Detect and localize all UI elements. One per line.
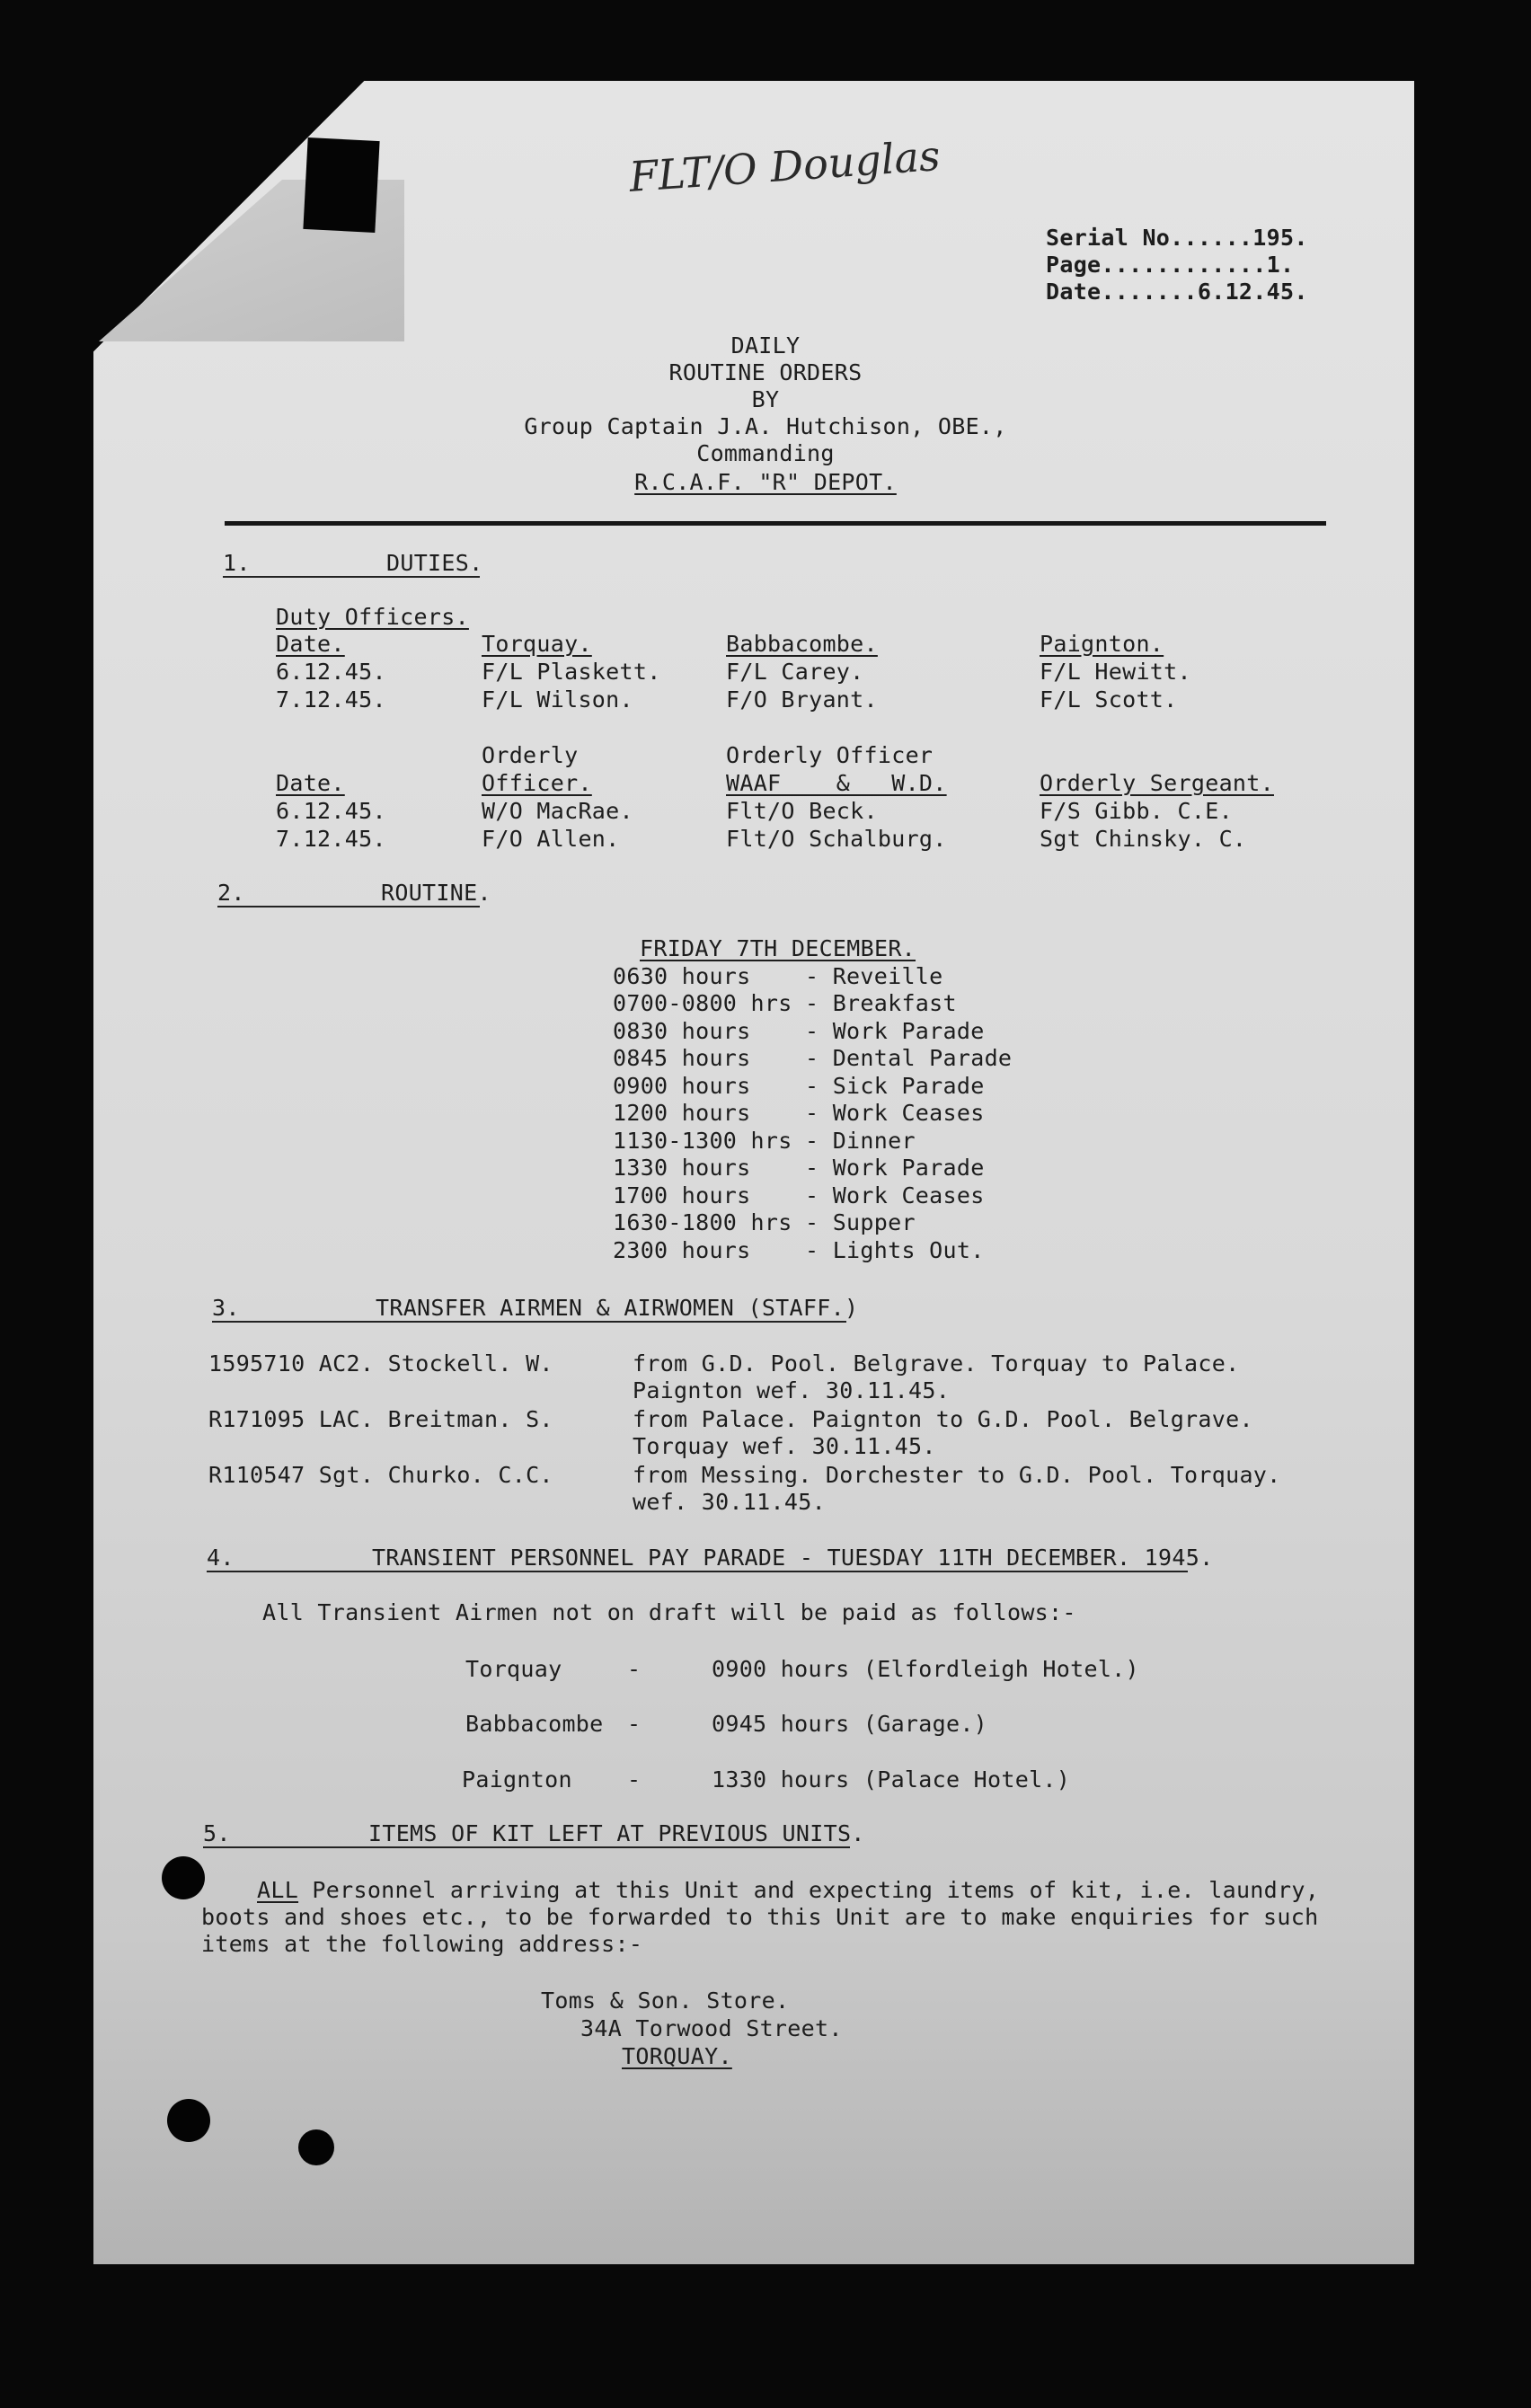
- routine-time: 1130-1300 hrs: [613, 1128, 792, 1154]
- duty-row-cell: F/L Hewitt.: [1040, 659, 1191, 685]
- orderly-col-top: Orderly Officer: [726, 742, 934, 768]
- handwritten-note: FLT/O Douglas: [627, 130, 942, 202]
- section-1-title: DUTIES.: [386, 550, 483, 576]
- section-3-number: 3.: [212, 1295, 240, 1321]
- routine-time: 0630 hours: [613, 963, 751, 989]
- routine-day: FRIDAY 7TH DECEMBER.: [640, 935, 916, 961]
- serial-number: Serial No......195.: [1046, 225, 1308, 251]
- orderly-row-cell: F/O Allen.: [482, 826, 620, 852]
- header-daily: DAILY: [730, 332, 801, 359]
- kit-paragraph-line2: boots and shoes etc., to be forwarded to this Unit are to make enquiries for such: [201, 1904, 1319, 1930]
- orderly-col-sergeant: Orderly Sergeant.: [1040, 770, 1274, 796]
- routine-time: 2300 hours: [613, 1237, 751, 1263]
- section-4-number: 4.: [207, 1545, 235, 1571]
- punch-hole: [162, 1856, 205, 1899]
- orderly-row-date: 7.12.45.: [276, 826, 386, 852]
- pay-time: 1330 hours (Palace Hotel.): [712, 1766, 1071, 1793]
- duty-col-babbacombe: Babbacombe.: [726, 631, 878, 657]
- orderly-row-cell: Sgt Chinsky. C.: [1040, 826, 1247, 852]
- address-line-3: TORQUAY.: [622, 2043, 732, 2069]
- orderly-row-cell: F/S Gibb. C.E.: [1040, 798, 1233, 824]
- pay-location: Babbacombe: [465, 1711, 604, 1737]
- orderly-row-date: 6.12.45.: [276, 798, 386, 824]
- transfer-person: 1595710 AC2. Stockell. W.: [208, 1350, 553, 1377]
- orderly-col-officer: Officer.: [482, 770, 592, 796]
- duty-col-date: Date.: [276, 631, 345, 657]
- pay-time: 0945 hours (Garage.): [712, 1711, 988, 1737]
- routine-time: 1200 hours: [613, 1100, 751, 1126]
- pay-dash: -: [627, 1711, 642, 1737]
- routine-activity: - Dinner: [805, 1128, 916, 1154]
- kit-paragraph-line1: [257, 1877, 1319, 1904]
- pay-location: Torquay: [465, 1656, 562, 1682]
- routine-activity: - Work Ceases: [805, 1100, 985, 1126]
- routine-time: 0900 hours: [613, 1073, 751, 1099]
- routine-time: 0830 hours: [613, 1018, 751, 1044]
- transfer-detail: wef. 30.11.45.: [633, 1489, 826, 1515]
- order-date: Date.......6.12.45.: [1046, 279, 1308, 305]
- transfer-detail: Torquay wef. 30.11.45.: [633, 1433, 936, 1459]
- kit-paragraph-all: ALL: [257, 1877, 299, 1903]
- pay-parade-intro: All Transient Airmen not on draft will be paid as follows:-: [262, 1599, 1076, 1625]
- routine-activity: - Reveille: [805, 963, 943, 989]
- pay-dash: -: [627, 1766, 642, 1793]
- header-commander: Group Captain J.A. Hutchison, OBE.,: [524, 413, 1007, 439]
- address-line-2: 34A Torwood Street.: [580, 2015, 843, 2041]
- orderly-row-cell: Flt/O Beck.: [726, 798, 878, 824]
- routine-activity: - Dental Parade: [805, 1045, 1013, 1071]
- routine-time: 1700 hours: [613, 1182, 751, 1208]
- pay-location: Paignton: [462, 1766, 572, 1793]
- duty-row-cell: F/O Bryant.: [726, 686, 878, 713]
- punch-hole: [298, 2129, 334, 2165]
- transfer-detail: from Messing. Dorchester to G.D. Pool. Torquay.: [633, 1462, 1281, 1488]
- orderly-col-date: Date.: [276, 770, 345, 796]
- header-routine-orders: ROUTINE ORDERS: [668, 359, 863, 385]
- section-5-number: 5.: [203, 1820, 231, 1846]
- duty-row-date: 7.12.45.: [276, 686, 386, 713]
- page-number: Page............1.: [1046, 252, 1295, 278]
- pay-dash: -: [627, 1656, 642, 1682]
- address-line-1: Toms & Son. Store.: [541, 1987, 790, 2014]
- routine-time: 1630-1800 hrs: [613, 1209, 792, 1235]
- kit-paragraph-line3: items at the following address:-: [201, 1931, 643, 1957]
- section-4-title: TRANSIENT PERSONNEL PAY PARADE - TUESDAY 11TH DECEMBER. 1945.: [372, 1545, 1214, 1571]
- duty-row-cell: F/L Wilson.: [482, 686, 633, 713]
- section-3-title: TRANSFER AIRMEN & AIRWOMEN (STAFF.): [376, 1295, 859, 1321]
- orderly-row-cell: W/O MacRae.: [482, 798, 633, 824]
- routine-activity: - Work Ceases: [805, 1182, 985, 1208]
- routine-time: 0700-0800 hrs: [613, 990, 792, 1016]
- transfer-person: R171095 LAC. Breitman. S.: [208, 1406, 553, 1432]
- duty-row-date: 6.12.45.: [276, 659, 386, 685]
- kit-paragraph-line1-text: Personnel arriving at this Unit and expecting items of kit, i.e. laundry,: [298, 1877, 1320, 1903]
- duty-col-torquay: Torquay.: [482, 631, 592, 657]
- duty-officers-label: Duty Officers.: [276, 604, 469, 630]
- routine-activity: - Work Parade: [805, 1018, 985, 1044]
- transfer-detail: Paignton wef. 30.11.45.: [633, 1377, 951, 1403]
- section-1-number: 1.: [223, 550, 251, 576]
- header-unit: R.C.A.F. "R" DEPOT.: [634, 469, 897, 495]
- duty-row-cell: F/L Carey.: [726, 659, 864, 685]
- routine-activity: - Work Parade: [805, 1155, 985, 1181]
- orderly-col-waaf: WAAF & W.D.: [726, 770, 947, 796]
- transfer-person: R110547 Sgt. Churko. C.C.: [208, 1462, 553, 1488]
- punch-hole: [167, 2099, 210, 2142]
- header-rule: [225, 521, 1326, 526]
- pay-time: 0900 hours (Elfordleigh Hotel.): [712, 1656, 1139, 1682]
- duty-col-paignton: Paignton.: [1040, 631, 1164, 657]
- section-5-title: ITEMS OF KIT LEFT AT PREVIOUS UNITS.: [368, 1820, 865, 1846]
- routine-activity: - Sick Parade: [805, 1073, 985, 1099]
- routine-activity: - Breakfast: [805, 990, 957, 1016]
- transfer-detail: from G.D. Pool. Belgrave. Torquay to Palace.: [633, 1350, 1240, 1377]
- orderly-col-top: Orderly: [482, 742, 579, 768]
- duty-row-cell: F/L Plaskett.: [482, 659, 661, 685]
- duty-row-cell: F/L Scott.: [1040, 686, 1178, 713]
- orderly-row-cell: Flt/O Schalburg.: [726, 826, 947, 852]
- header-by: BY: [751, 386, 780, 412]
- routine-time: 1330 hours: [613, 1155, 751, 1181]
- routine-time: 0845 hours: [613, 1045, 751, 1071]
- routine-activity: - Supper: [805, 1209, 916, 1235]
- section-2-number: 2.: [217, 880, 245, 906]
- transfer-detail: from Palace. Paignton to G.D. Pool. Belgrave.: [633, 1406, 1253, 1432]
- torn-corner-shadow: [303, 137, 379, 233]
- header-commanding: Commanding: [696, 440, 835, 466]
- section-2-title: ROUTINE.: [381, 880, 491, 906]
- routine-activity: - Lights Out.: [805, 1237, 985, 1263]
